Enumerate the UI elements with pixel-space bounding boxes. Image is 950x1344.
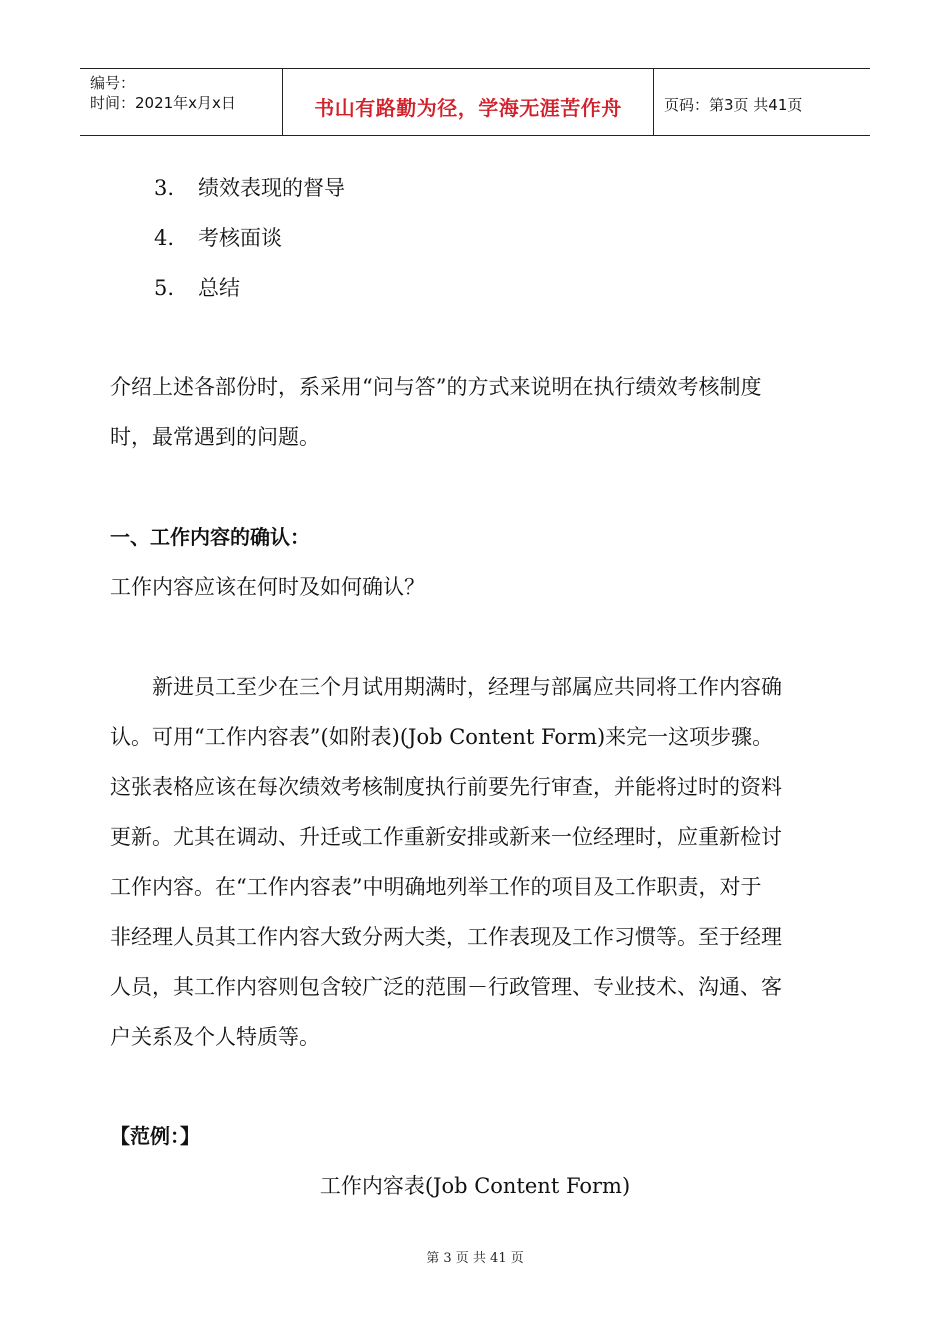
paragraph-line: 新进员工至少在三个月试用期满时，经理与部属应共同将工作内容确 xyxy=(110,675,782,699)
page-footer: 第 3 页 共 41 页 xyxy=(426,1251,524,1266)
list-item xyxy=(154,275,240,301)
header-motto: 书山有路勤为径，学海无涯苦作舟 xyxy=(314,96,622,120)
form-title: 工作内容表(Job Content Form) xyxy=(319,1174,631,1198)
header-motto-cell xyxy=(282,69,654,135)
paragraph-line: 人员，其工作内容则包含较广泛的范围－行政管理、专业技术、沟通、客 xyxy=(110,975,782,999)
section-heading: 一、工作内容的确认： xyxy=(110,525,310,549)
page-header xyxy=(80,68,870,136)
list-item-text: 绩效表现的督导 xyxy=(198,176,345,200)
list-item-text: 考核面谈 xyxy=(198,226,282,250)
list-item-number: 5. xyxy=(154,276,175,300)
paragraph-line: 认。可用“工作内容表”(如附表)(Job Content Form)来完一这项步骤。 xyxy=(110,725,774,749)
intro-line: 介绍上述各部份时，系采用“问与答”的方式来说明在执行绩效考核制度 xyxy=(110,375,762,399)
header-page-info: 页码：第3页 共41页 xyxy=(664,96,803,114)
document-date-label: 时间：2021年x月x日 xyxy=(90,94,236,112)
paragraph-line: 非经理人员其工作内容大致分两大类，工作表现及工作习惯等。至于经理 xyxy=(110,925,782,949)
paragraph-line: 这张表格应该在每次绩效考核制度执行前要先行审查，并能将过时的资料 xyxy=(110,775,782,799)
list-item xyxy=(154,175,345,201)
paragraph-line: 更新。尤其在调动、升迁或工作重新安排或新来一位经理时，应重新检讨 xyxy=(110,825,782,849)
header-page-cell xyxy=(654,69,870,135)
list-item xyxy=(154,225,282,251)
intro-line: 时，最常遇到的问题。 xyxy=(110,425,320,449)
paragraph-line: 户关系及个人特质等。 xyxy=(110,1025,320,1049)
list-item-number: 3. xyxy=(154,176,175,200)
document-number-label: 编号： xyxy=(90,74,136,92)
section-question: 工作内容应该在何时及如何确认？ xyxy=(110,575,425,599)
header-meta-cell xyxy=(80,69,282,135)
paragraph-line: 工作内容。在“工作内容表”中明确地列举工作的项目及工作职责，对于 xyxy=(110,875,762,899)
example-label: 【范例：】 xyxy=(110,1124,200,1148)
list-item-number: 4. xyxy=(154,226,175,250)
list-item-text: 总结 xyxy=(198,276,240,300)
